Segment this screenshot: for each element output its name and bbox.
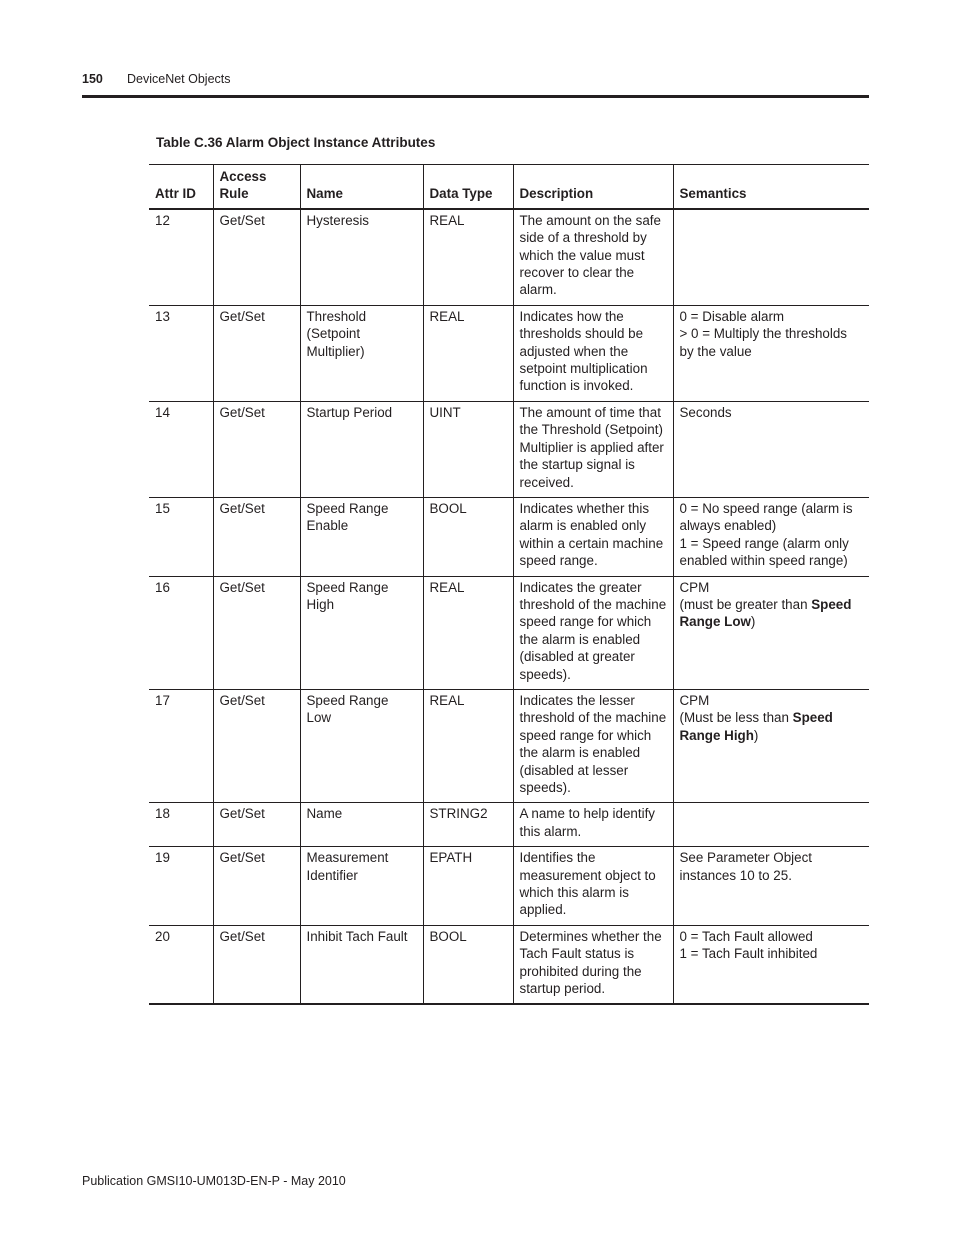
page-header: [82, 72, 231, 86]
description-cell: Identifies the measurement object to which this alarm is applied.: [513, 847, 673, 926]
name-cell: Name: [300, 803, 423, 847]
table-row: [149, 209, 869, 306]
access-rule-cell: Get/Set: [213, 305, 300, 401]
access-rule-cell: Get/Set: [213, 209, 300, 306]
name-cell: Measurement Identifier: [300, 847, 423, 926]
data-type-cell: REAL: [423, 576, 513, 689]
access-rule-cell: Get/Set: [213, 925, 300, 1004]
table-header-row: [149, 165, 869, 209]
publication-footer: Publication GMSI10-UM013D-EN-P - May 2010: [82, 1174, 346, 1188]
access-rule-cell: Get/Set: [213, 497, 300, 576]
col-header-access-rule: [213, 165, 300, 209]
semantics-note: [680, 709, 864, 744]
semantics-note-bold: Speed Range Low: [679, 596, 852, 630]
table-row: [149, 847, 869, 926]
data-type-cell: REAL: [423, 305, 513, 401]
access-rule-cell: Get/Set: [213, 401, 300, 497]
semantics-line: Seconds: [679, 404, 732, 420]
semantics-cell: [673, 305, 869, 401]
access-rule-cell: Get/Set: [213, 576, 300, 689]
description-cell: Indicates the lesser threshold of the machine speed range for which the alarm is enabled (disabled at lesser speeds).: [513, 689, 673, 802]
semantics-note: [680, 596, 864, 631]
attr-id-cell: 16: [149, 576, 213, 689]
semantics-cell: [673, 847, 869, 926]
attr-id-cell: 12: [149, 209, 213, 306]
semantics-note-prefix: (Must be less than: [679, 710, 793, 726]
section-title: DeviceNet Objects: [127, 72, 231, 86]
data-type-cell: EPATH: [423, 847, 513, 926]
col-header-access-line1: Access: [219, 169, 267, 184]
semantics-line: 1 = Speed range (alarm only enabled within speed range): [679, 535, 849, 569]
col-header-access-line2: Rule: [219, 186, 249, 202]
col-header-attr-id: Attr ID: [149, 165, 213, 209]
semantics-cell: [673, 689, 869, 802]
semantics-line: 0 = Disable alarm: [679, 308, 785, 324]
description-cell: Indicates the greater threshold of the machine speed range for which the alarm is enabled (disabled at greater speeds).: [513, 576, 673, 689]
semantics-note-prefix: (must be greater than: [679, 596, 812, 612]
col-header-semantics: Semantics: [673, 165, 869, 209]
table-row: [149, 401, 869, 497]
semantics-note-suffix: ): [753, 727, 759, 743]
semantics-cell: [673, 576, 869, 689]
table-row: [149, 576, 869, 689]
data-type-cell: STRING2: [423, 803, 513, 847]
name-cell: Speed Range Low: [300, 689, 423, 802]
description-cell: A name to help identify this alarm.: [513, 803, 673, 847]
semantics-line: > 0 = Multiply the thresholds by the value: [679, 326, 847, 359]
name-cell: Speed Range High: [300, 576, 423, 689]
table-row: [149, 689, 869, 802]
data-type-cell: BOOL: [423, 925, 513, 1004]
description-cell: Indicates how the thresholds should be adjusted when the setpoint multiplication function is invoked.: [513, 305, 673, 401]
attr-id-cell: 17: [149, 689, 213, 802]
description-cell: Determines whether the Tach Fault status is prohibited during the startup period.: [513, 925, 673, 1004]
semantics-cell: [673, 209, 869, 306]
description-cell: The amount on the safe side of a threshold by which the value must recover to clear the alarm.: [513, 209, 673, 306]
name-cell: Speed Range Enable: [300, 497, 423, 576]
col-header-name: Name: [300, 165, 423, 209]
table-row: [149, 305, 869, 401]
table-row: [149, 497, 869, 576]
semantics-line: CPM: [679, 579, 710, 595]
semantics-line: See Parameter Object instances 10 to 25.: [679, 850, 812, 883]
name-cell: Threshold (Setpoint Multiplier): [300, 305, 423, 401]
table-row: [149, 925, 869, 1004]
col-header-data-type: Data Type: [423, 165, 513, 209]
name-cell: Hysteresis: [300, 209, 423, 306]
semantics-line: 0 = No speed range (alarm is always enabled): [679, 500, 853, 534]
semantics-cell: [673, 401, 869, 497]
name-cell: Startup Period: [300, 401, 423, 497]
attribute-table: [149, 164, 869, 1005]
attr-id-cell: 20: [149, 925, 213, 1004]
attr-id-cell: 19: [149, 847, 213, 926]
table-row: [149, 803, 869, 847]
data-type-cell: REAL: [423, 689, 513, 802]
attr-id-cell: 13: [149, 305, 213, 401]
description-cell: The amount of time that the Threshold (Setpoint) Multiplier is applied after the startup signal is received.: [513, 401, 673, 497]
attr-id-cell: 18: [149, 803, 213, 847]
semantics-cell: [673, 497, 869, 576]
access-rule-cell: Get/Set: [213, 803, 300, 847]
semantics-note-bold: Speed Range High: [679, 710, 833, 743]
attr-id-cell: 14: [149, 401, 213, 497]
semantics-note-suffix: ): [750, 614, 756, 630]
description-cell: Indicates whether this alarm is enabled only within a certain machine speed range.: [513, 497, 673, 576]
semantics-cell: [673, 925, 869, 1004]
data-type-cell: REAL: [423, 209, 513, 306]
col-header-description: Description: [513, 165, 673, 209]
data-type-cell: BOOL: [423, 497, 513, 576]
semantics-line: CPM: [679, 692, 710, 708]
access-rule-cell: Get/Set: [213, 847, 300, 926]
page-number: 150: [82, 72, 103, 86]
semantics-cell: [673, 803, 869, 847]
attr-id-cell: 15: [149, 497, 213, 576]
semantics-line: 1 = Tach Fault inhibited: [679, 946, 818, 962]
data-type-cell: UINT: [423, 401, 513, 497]
semantics-line: 0 = Tach Fault allowed: [679, 928, 813, 944]
name-cell: Inhibit Tach Fault: [300, 925, 423, 1004]
access-rule-cell: Get/Set: [213, 689, 300, 802]
header-rule: [82, 95, 869, 98]
table-title: Table C.36 Alarm Object Instance Attributes: [156, 135, 436, 150]
